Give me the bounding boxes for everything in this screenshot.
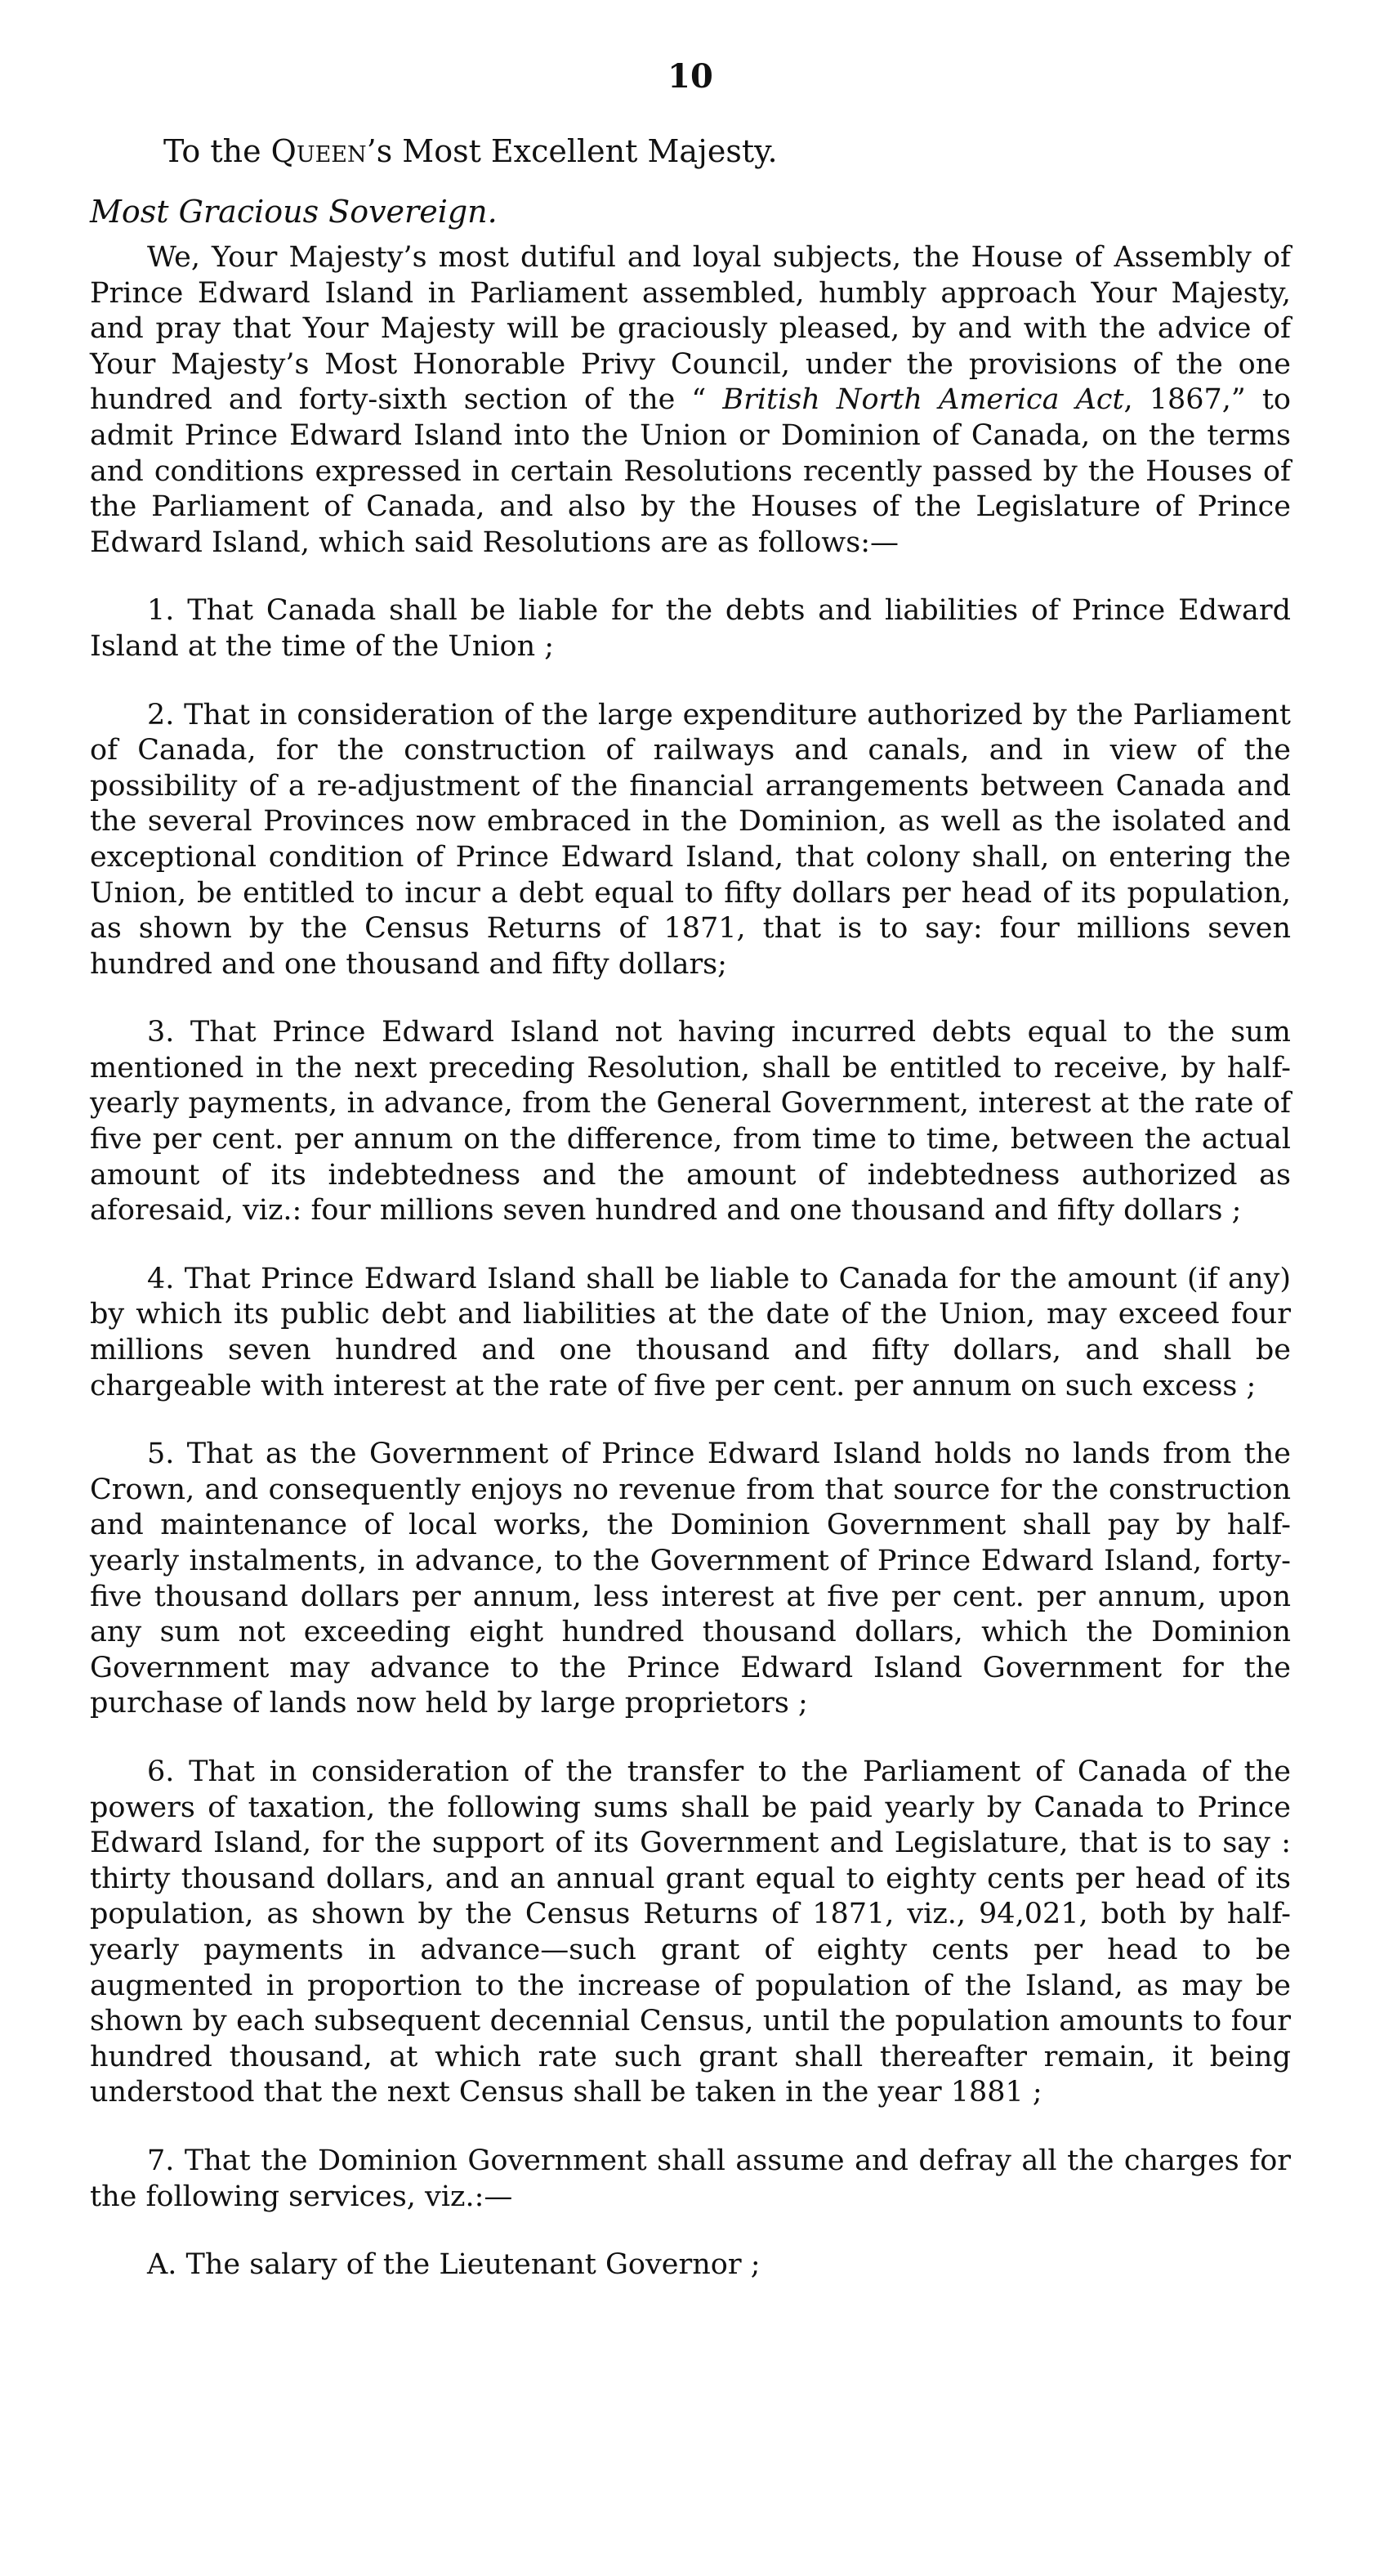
page-number: 10	[667, 57, 713, 96]
resolution-1: 1. That Canada shall be liable for the debts and liabilities of Prince Edward Island at the time of the Union ;	[90, 594, 1291, 663]
address-suffix: ’s Most Excellent Majesty.	[366, 133, 778, 169]
intro-paragraph	[90, 240, 1291, 561]
resolution-3: 3. That Prince Edward Island not having incurred debts equal to the sum mentioned in the next preceding Resolution, shall be entitled to receive, by half-yearly payments, in advance, from the General Government, interest at the rate of five per cent. per annum on the difference, from time to time, between the actual amount of its indebtedness and the amount of indebtedness authorized as aforesaid, viz.: four millions seven hundred and one thousand and fifty dollars ;	[90, 1016, 1291, 1228]
address-queen: Queen	[270, 133, 367, 169]
resolution-4: 4. That Prince Edward Island shall be liable to Canada for the amount (if any) by which its public debt and liabilities at the date of the Union, may exceed four millions seven hundred and one thousand and fifty dollars, and shall be chargeable with interest at the rate of five per cent. per annum on such excess ;	[90, 1262, 1291, 1402]
item-a: A. The salary of the Lieutenant Governor ;	[147, 2248, 761, 2282]
resolution-7: 7. That the Dominion Government shall assume and defray all the charges for the following services, viz.:—	[90, 2144, 1291, 2213]
address-line	[163, 132, 1291, 170]
resolution-6: 6. That in consideration of the transfer to the Parliament of Canada of the powers of taxation, the following sums shall be paid yearly by Canada to Prince Edward Island, for the support of its Government and Legislature, that is to say : thirty thousand dollars, and an annual grant equal to eighty cents per head of its population, as shown by the Census Returns of 1871, viz., 94,021, both by half-yearly payments in advance—such grant of eighty cents per head to be augmented in proportion to the increase of population of the Island, as may be shown by each subsequent decennial Census, until the population amounts to four hundred thousand, at which rate such grant shall thereafter remain, it being understood that the next Census shall be taken in the year 1881 ;	[90, 1755, 1291, 2109]
address-prefix: To the	[163, 133, 271, 169]
resolution-2: 2. That in consideration of the large expenditure authorized by the Parliament of Canada, for the construction of railways and canals, and in view of the possibility of a re-adjustment of the financial arrangements between Canada and the several Provinces now embraced in the Dominion, as well as the isolated and exceptional condition of Prince Edward Island, that colony shall, on entering the Union, be entitled to incur a debt equal to fifty dollars per head of its population, as shown by the Census Returns of 1871, that is to say: four millions seven hundred and one thousand and fifty dollars;	[90, 698, 1291, 981]
resolution-5: 5. That as the Government of Prince Edward Island holds no lands from the Crown, and consequently enjoys no revenue from that source for the construction and maintenance of local works, the Dominion Government shall pay by half-yearly instalments, in advance, to the Government of Prince Edward Island, forty-five thousand dollars per annum, less interest at five per cent. per annum, upon any sum not exceeding eight hundred thousand dollars, which the Dominion Government may advance to the Prince Edward Island Government for the purchase of lands now held by large proprietors ;	[90, 1438, 1291, 1720]
document-page	[90, 57, 1291, 2283]
act-title: British North America Act	[722, 383, 1124, 417]
intro-text-start: We, Your Majesty’s most dutiful and loyal subjects, the House of Assembly of Prince Edward Island in Parliament assembled, humbly approach Your Majesty, and pray that Your Majesty will be graciously pleased, by and with the advice of Your Majesty’s Most Honorable Privy Council, under the provisions of the one hundred and forty-sixth section of the “	[90, 241, 1291, 417]
salutation: Most Gracious Sovereign.	[90, 194, 498, 230]
intro-text-end: , 1867,” to admit Prince Edward Island into the Union or Dominion of Canada, on the terms and conditions expressed in certain Resolutions recently passed by the Houses of the Parliament of Canada, and also by the Houses of the Legislature of Prince Edward Island, which said Resolutions are as follows:—	[90, 383, 1291, 559]
